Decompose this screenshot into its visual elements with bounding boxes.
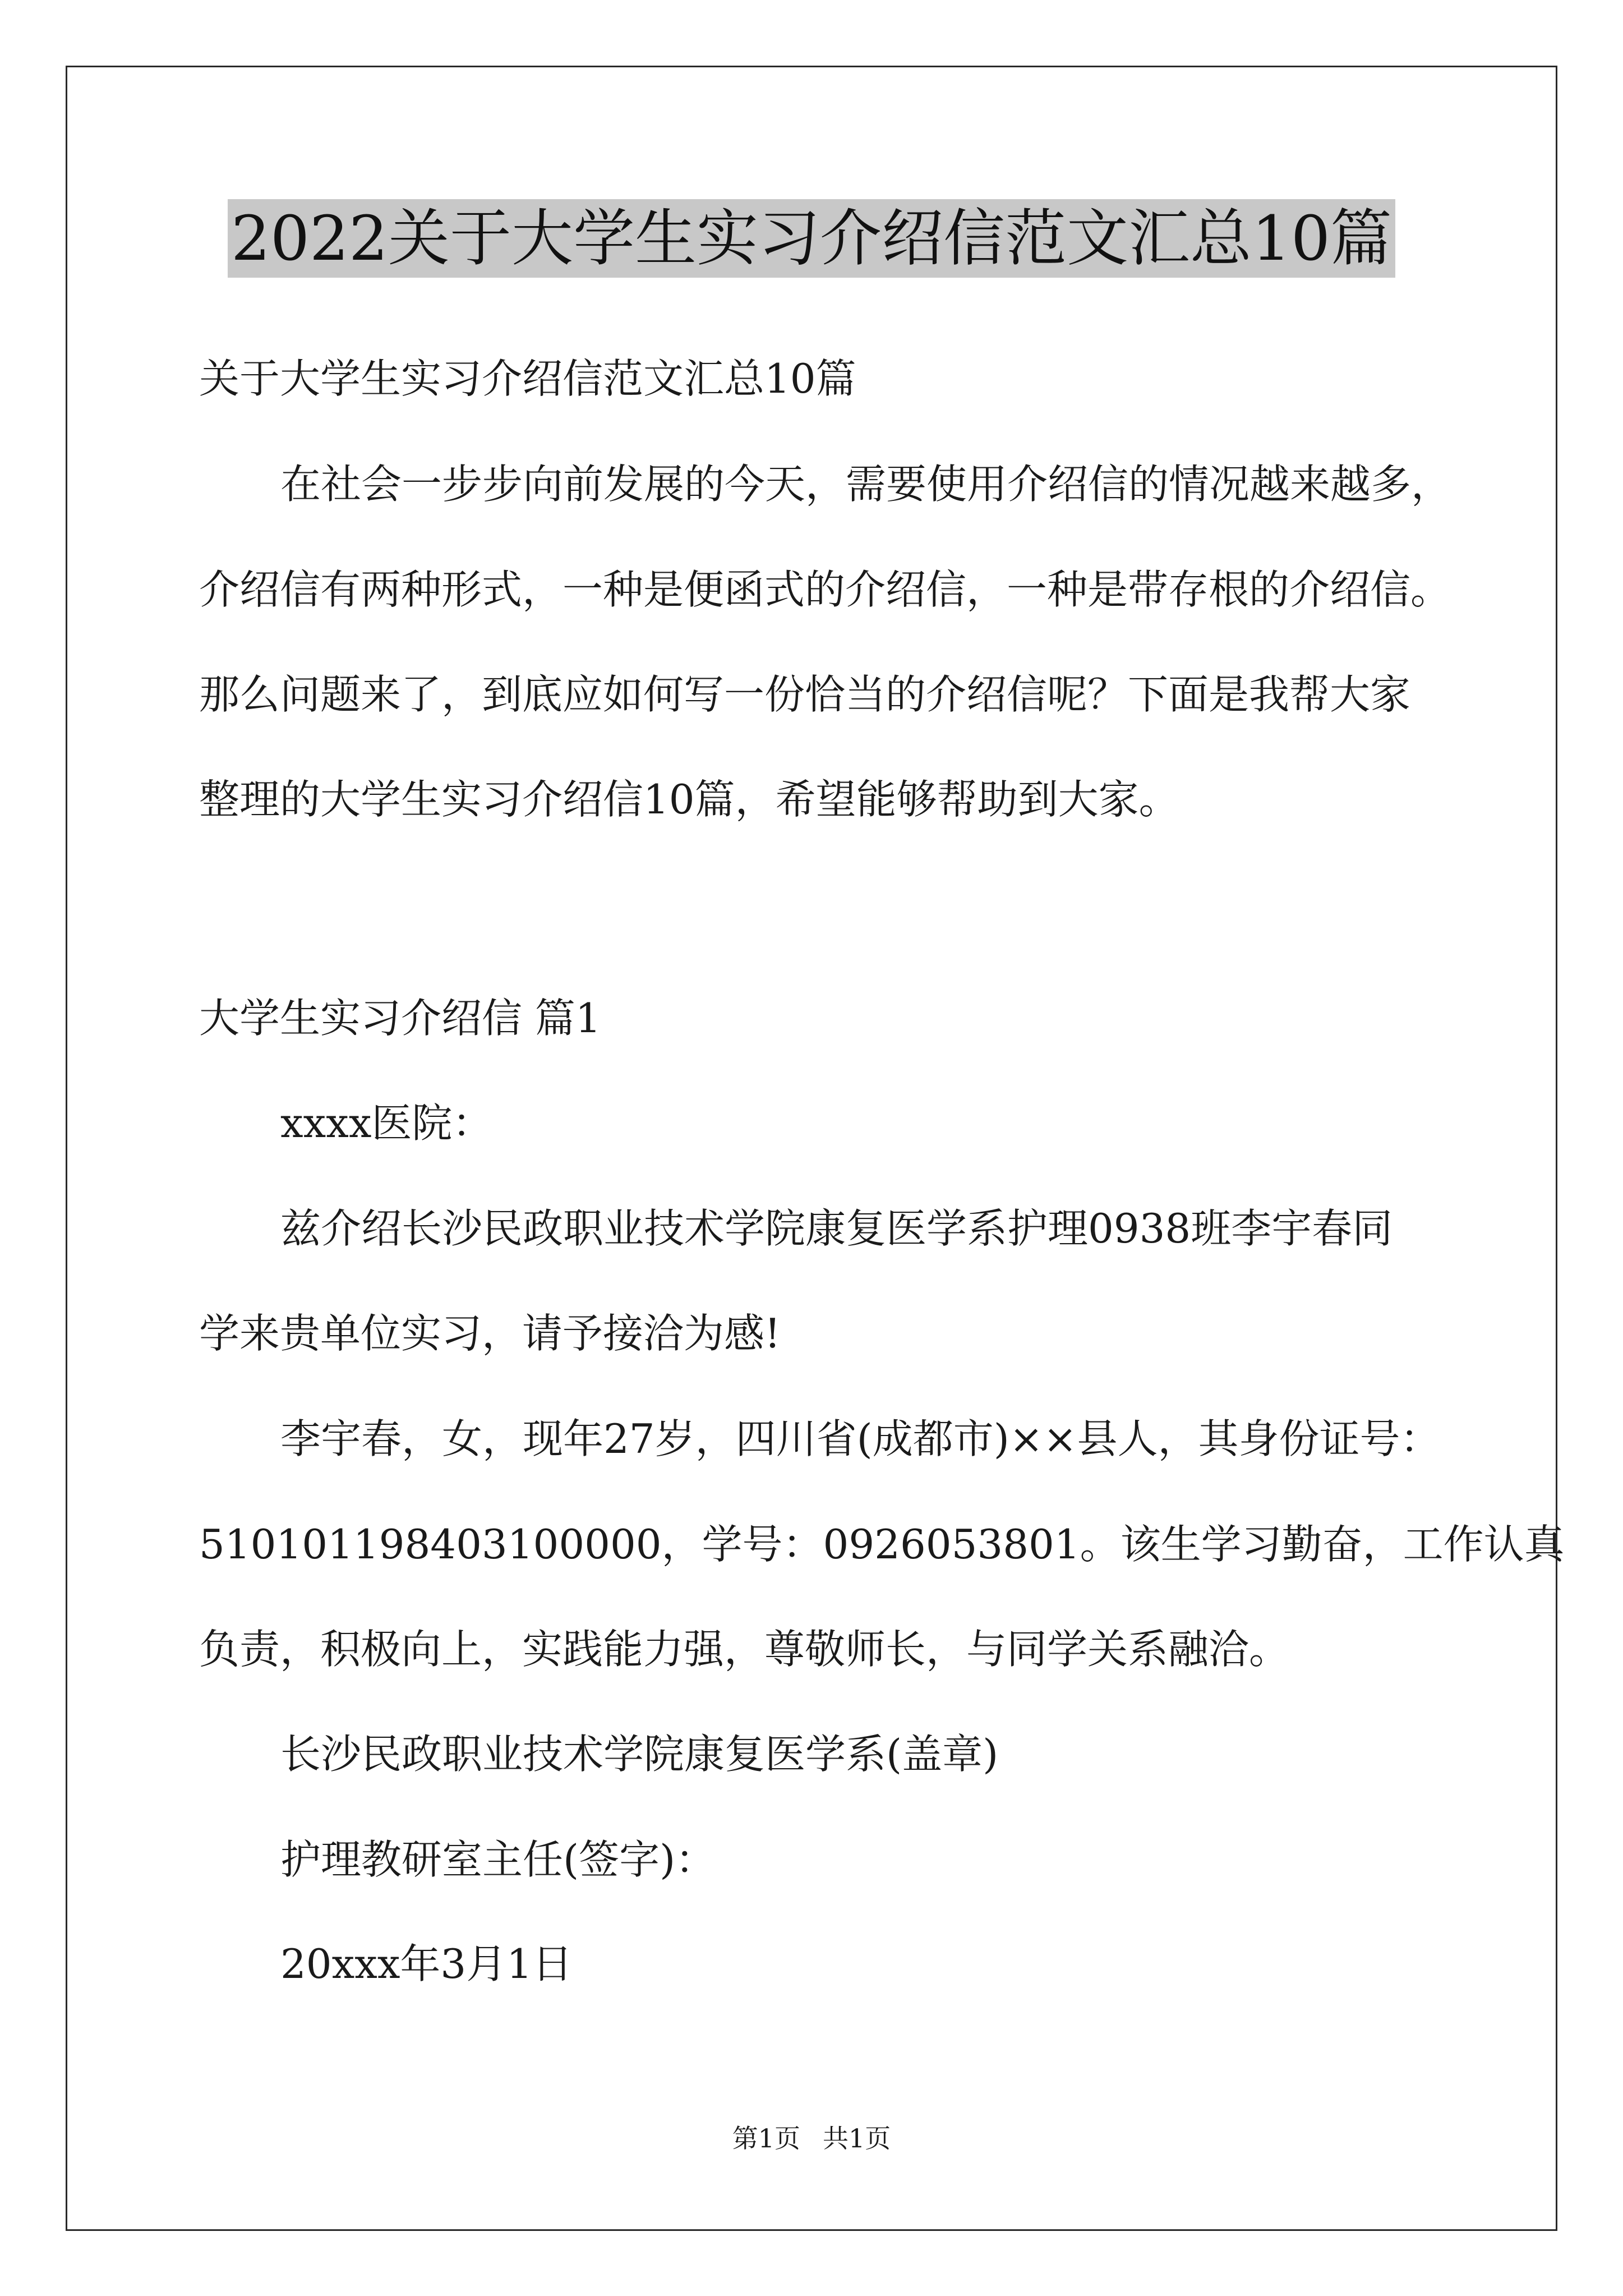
- intro-line: 那么问题来了，到底应如何写一份恰当的介绍信呢？下面是我帮大家: [199, 671, 1411, 718]
- letter-body-line: 兹介绍长沙民政职业技术学院康复医学系护理0938班李宇春同: [280, 1205, 1393, 1252]
- letter-org-seal: 长沙民政职业技术学院康复医学系(盖章): [280, 1731, 999, 1778]
- intro-line: 在社会一步步向前发展的今天，需要使用介绍信的情况越来越多，: [280, 461, 1452, 508]
- subtitle: 关于大学生实习介绍信范文汇总10篇: [199, 355, 856, 402]
- intro-line: 整理的大学生实习介绍信10篇，希望能够帮助到大家。: [199, 776, 1179, 823]
- letter-body-line: 510101198403100000，学号：0926053801。该生学习勤奋，工作认真: [199, 1521, 1565, 1568]
- section-heading: 大学生实习介绍信 篇1: [199, 995, 601, 1042]
- page-number: 第1页: [732, 2123, 800, 2154]
- letter-salutation: xxxx医院：: [280, 1099, 493, 1147]
- letter-body-line: 李宇春，女，现年27岁，四川省(成都市)××县人，其身份证号：: [280, 1415, 1441, 1462]
- letter-signature: 护理教研室主任(签字)：: [280, 1836, 716, 1883]
- page-footer: [0, 2122, 1623, 2155]
- letter-body-line: 学来贵单位实习，请予接洽为感!: [199, 1310, 781, 1357]
- letter-body-line: 负责，积极向上，实践能力强，尊敬师长，与同学关系融洽。: [199, 1626, 1290, 1673]
- document-title: 2022关于大学生实习介绍信范文汇总10篇: [228, 199, 1395, 278]
- intro-line: 介绍信有两种形式，一种是便函式的介绍信，一种是带存根的介绍信。: [199, 566, 1451, 613]
- page-total: 共1页: [823, 2123, 891, 2154]
- title-container: [0, 199, 1623, 278]
- letter-date: 20xxx年3月1日: [280, 1940, 573, 1987]
